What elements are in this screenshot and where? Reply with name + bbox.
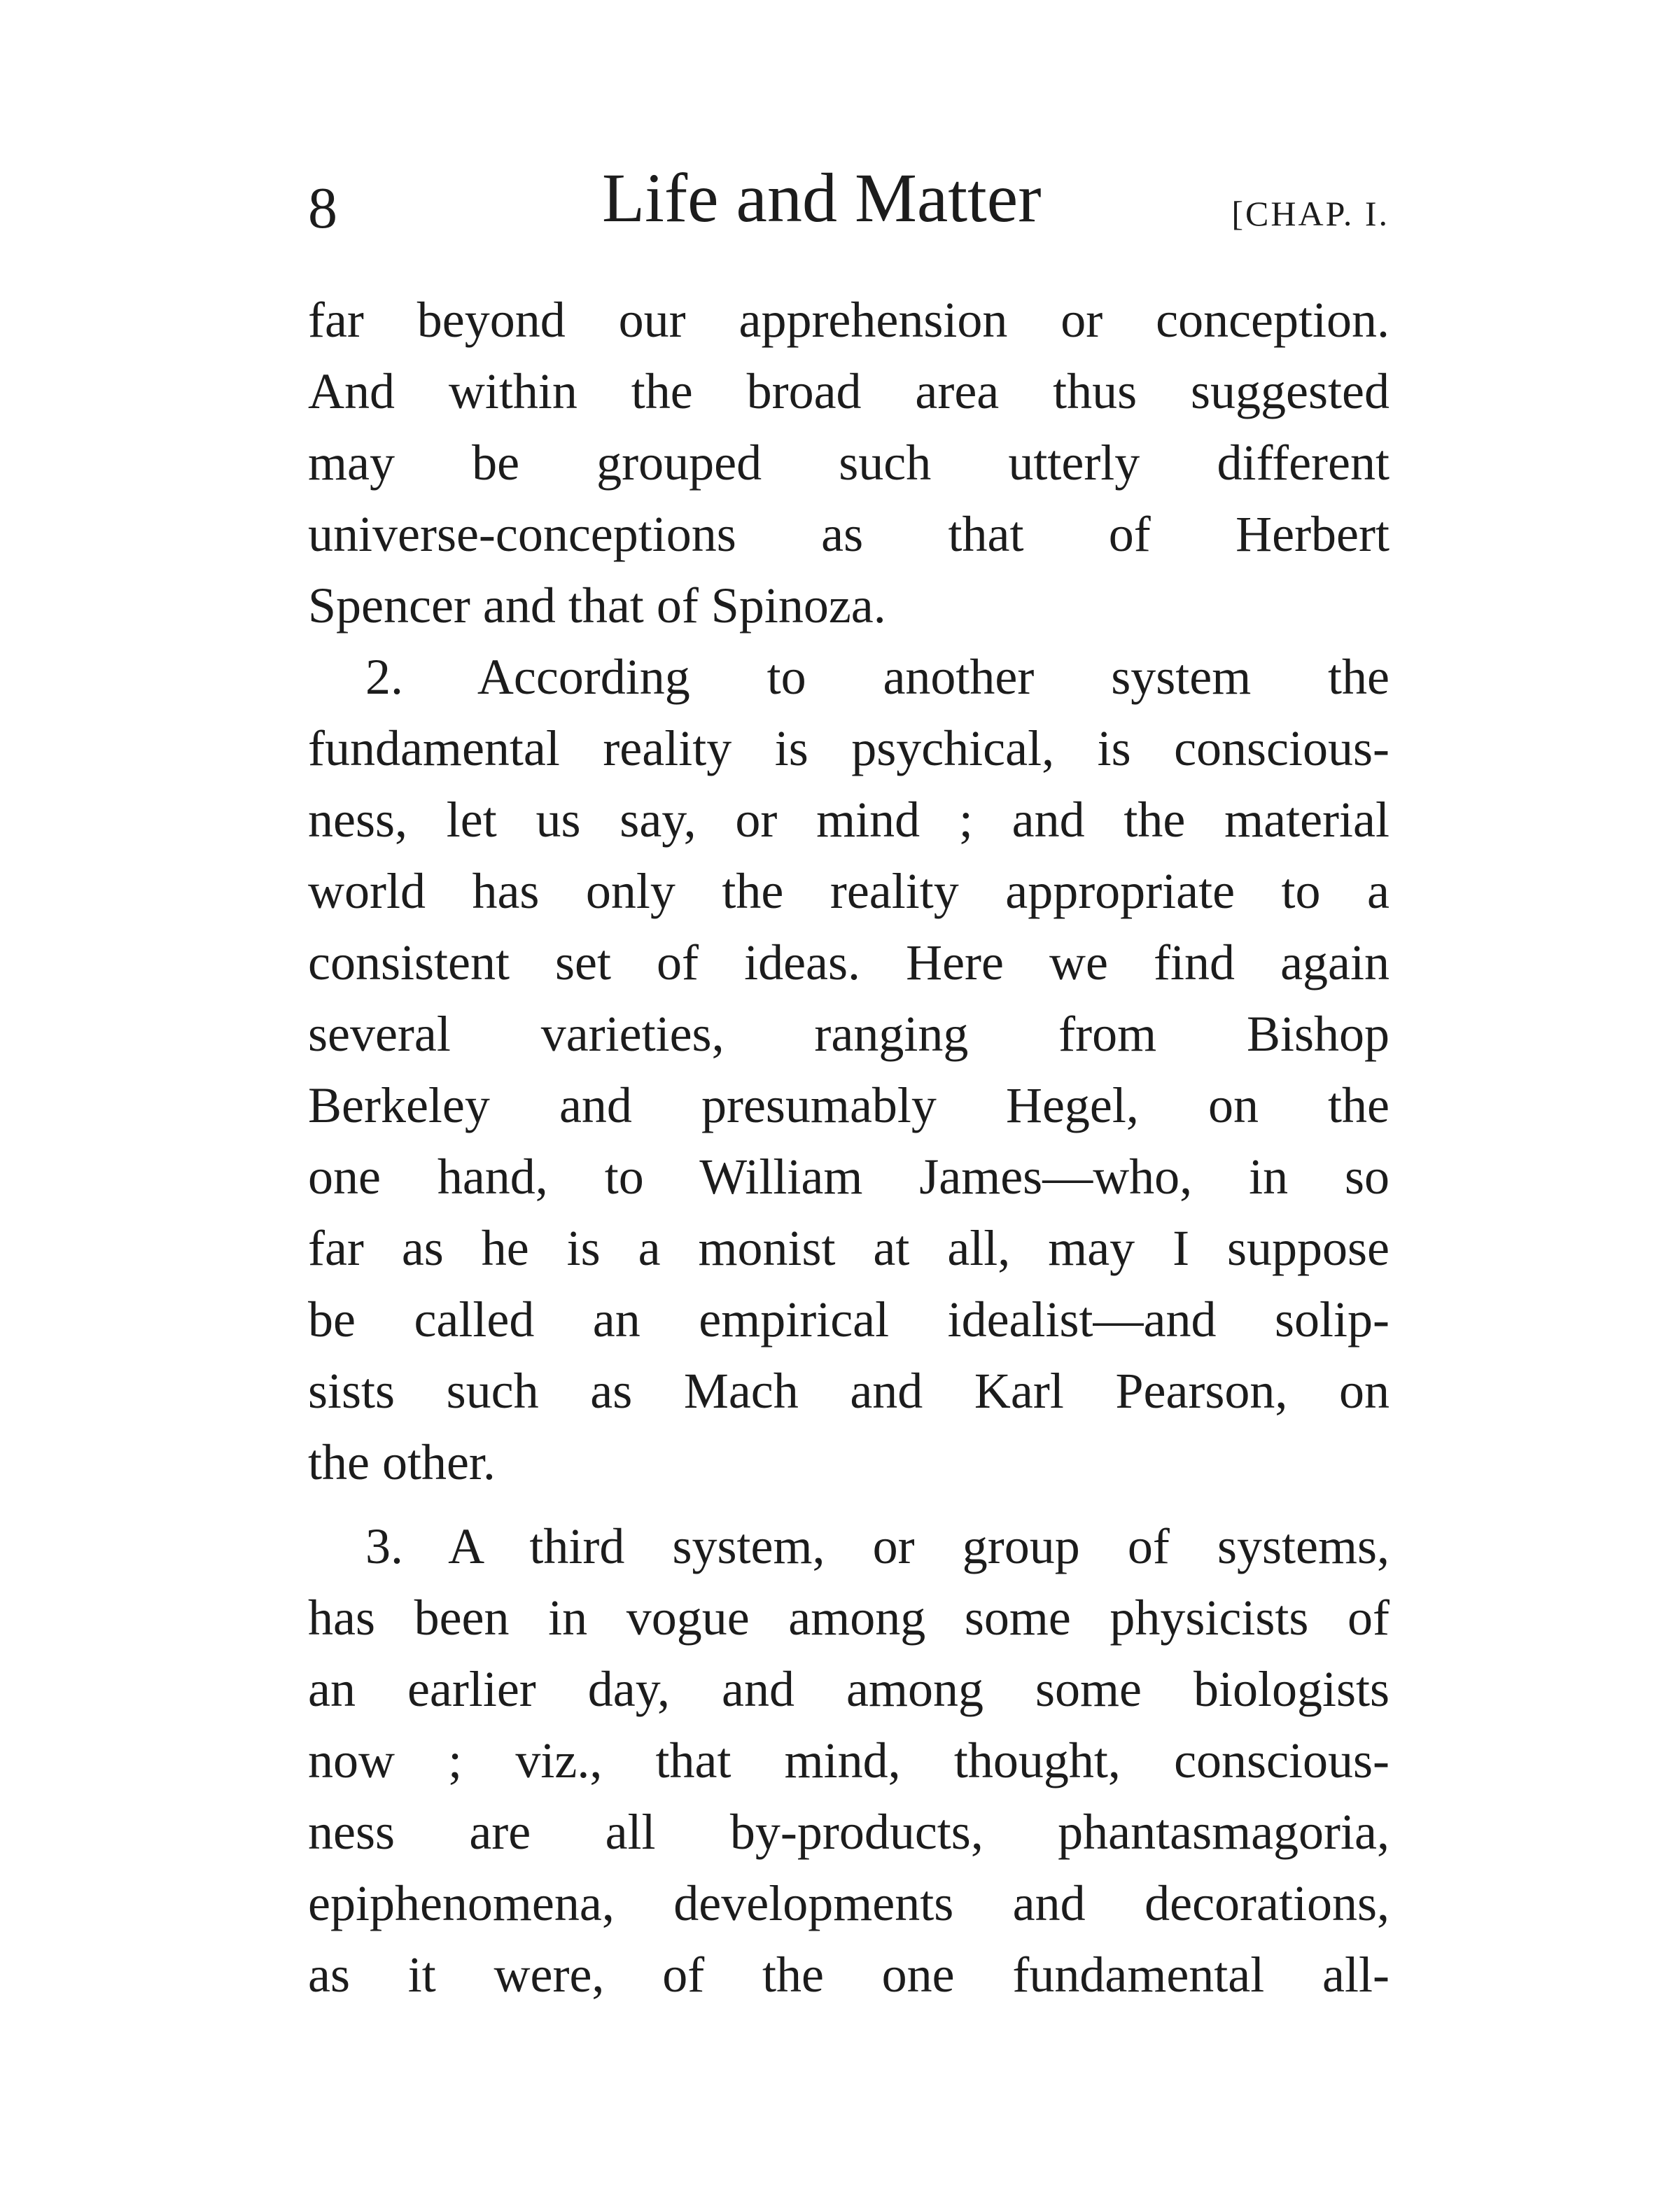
text-line: several varieties, ranging from Bishop <box>308 1006 1390 1062</box>
text-line: 2. According to another system the <box>365 649 1390 705</box>
text-line: the other. <box>308 1434 496 1490</box>
text-line: 3. A third system, or group of systems, <box>365 1518 1390 1574</box>
text-line: world has only the reality appropriate to a <box>308 863 1390 919</box>
text-line: epiphenomena, developments and decorations, <box>308 1875 1390 1931</box>
text-line: ness are all by-products, phantasmagoria, <box>308 1804 1390 1860</box>
text-line: far as he is a monist at all, may I suppose <box>308 1220 1390 1276</box>
text-line: one hand, to William James—who, in so <box>308 1149 1390 1205</box>
text-line: universe-conceptions as that of Herbert <box>308 506 1390 562</box>
text-line: ness, let us say, or mind ; and the material <box>308 792 1390 848</box>
text-line: And within the broad area thus suggested <box>308 363 1390 419</box>
text-line: as it were, of the one fundamental all- <box>308 1947 1390 2003</box>
text-line: far beyond our apprehension or conception. <box>308 292 1390 348</box>
text-line: an earlier day, and among some biologists <box>308 1661 1390 1717</box>
text-line: may be grouped such utterly different <box>308 435 1390 491</box>
chapter-reference: [CHAP. I. <box>1231 194 1390 233</box>
text-line: Berkeley and presumably Hegel, on the <box>308 1077 1390 1133</box>
text-line: sists such as Mach and Karl Pearson, on <box>308 1363 1390 1419</box>
paragraph-spacing <box>308 1498 1390 1511</box>
running-title: Life and Matter <box>602 159 1042 237</box>
text-line: Spencer and that of Spinoza. <box>308 578 886 634</box>
text-line: now ; viz., that mind, thought, conscious- <box>308 1732 1390 1788</box>
paragraph-continuation <box>308 284 1390 641</box>
text-line: has been in vogue among some physicists of <box>308 1590 1390 1646</box>
page-number: 8 <box>308 176 337 241</box>
running-head <box>308 153 1390 244</box>
text-line: consistent set of ideas. Here we find again <box>308 934 1390 990</box>
text-line: fundamental reality is psychical, is conscious- <box>308 720 1390 776</box>
paragraph-second-system <box>308 641 1390 1498</box>
body-text <box>308 284 1390 2010</box>
text-line: be called an empirical idealist—and solip- <box>308 1292 1390 1348</box>
paragraph-third-system <box>308 1511 1390 2010</box>
